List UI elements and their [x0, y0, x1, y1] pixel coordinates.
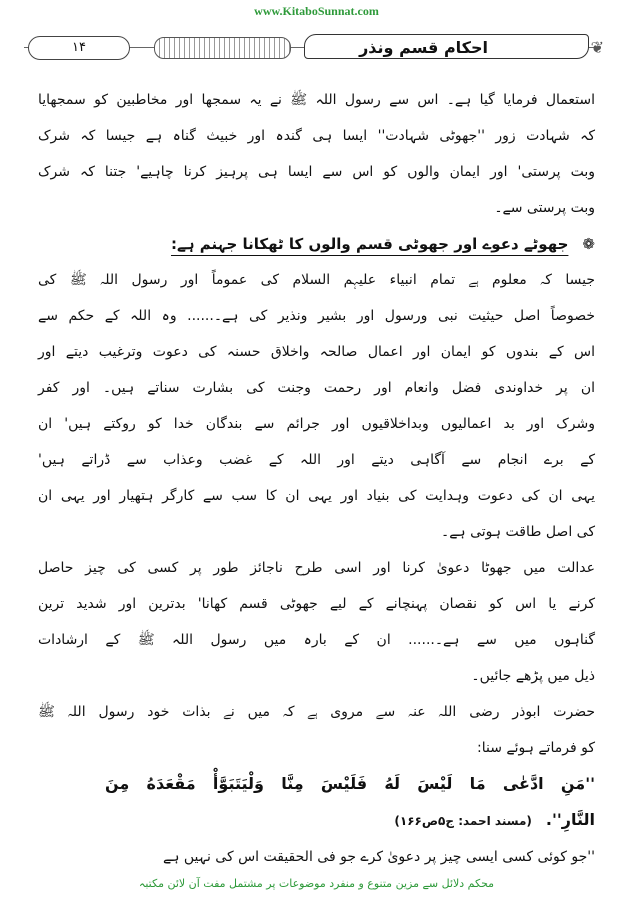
text-line: یہی ان کی دعوت وہدایت کی بنیاد اور یہی ان کا سب سے کارگر ہتھیار اور یہی ان — [38, 488, 595, 504]
text-line: اس کے بندوں کو ایمان اور اعمال صالحہ واخلاق حسنہ کی دعوت وترغیب دیتے اور — [38, 344, 595, 360]
page-header — [14, 34, 604, 62]
site-url: www.KitaboSunnat.com — [254, 4, 379, 18]
section-heading — [38, 226, 595, 262]
section-heading-text: جھوٹے دعوے اور جھوٹی قسم والوں کا ٹھکانا جہنم ہے: — [170, 235, 569, 253]
text-line: وشرک اور بد اعمالیوں وبداخلاقیوں اور جرائم سے بندگان خدا کو روکتے ہیں' ان — [38, 416, 595, 432]
text-line: استعمال فرمایا گیا ہے۔ اس سے رسول اللہ ﷺ نے یہ سمجھا اور مخاطبین کو سمجھایا — [38, 92, 595, 108]
text-line: ذیل میں پڑھے جائیں۔ — [471, 668, 595, 684]
page-number: ۱۴ — [28, 36, 130, 60]
text-line: وبت پرستی سے۔ — [494, 200, 595, 216]
ornament-icon — [154, 37, 291, 59]
text-line: کہ شہادت زور ''جھوٹی شہادت'' ایسا ہی گندہ اور خبیث گناہ ہے جیسا کہ شرک — [38, 128, 595, 144]
body-text — [38, 82, 595, 875]
text-line: خصوصاً اصل حیثیت نبی ورسول اور بشیر ونذیر کی ہے۔...... وہ اللہ کے حکم سے — [38, 308, 595, 324]
ornament-end-icon: ❦ — [590, 38, 604, 57]
hadith-reference: (مسند احمد: ج۵ص۱۶۶) — [394, 814, 532, 828]
footer-text: محکم دلائل سے مزین متنوع و منفرد موضوعات پر مشتمل مفت آن لائن مکتبہ — [138, 877, 495, 890]
hadith-arabic-end — [105, 802, 595, 839]
text-line: گناہوں میں سے ہے۔...... ان کے بارہ میں رسول اللہ ﷺ کے ارشادات — [38, 632, 595, 648]
text-line: وبت پرستی' اور ایمان والوں کو اس سے ایسا ہی پرہیز کرنا چاہیے' جتنا کہ شرک — [38, 164, 595, 180]
text-line: کرنے یا اس کو نقصان پہنچانے کے لیے جھوٹی قسم کھانا' بدترین اور شدید ترین — [38, 596, 595, 612]
text-line: عدالت میں جھوٹا دعویٰ کرنا اور اسی طرح ناجائز طور پر کسی کی چیز حاصل — [38, 560, 595, 576]
hadith-arabic-text: النَّارِ''. — [545, 810, 595, 829]
text-line: کو فرماتے ہوئے سنا: — [476, 740, 595, 756]
flower-bullet-icon: ❁ — [582, 235, 595, 253]
hadith-arabic: ''مَنِ ادَّعٰی مَا لَیْسَ لَهُ فَلَیْسَ مِنَّا وَلْیَتَبَوَّأْ مَقْعَدَهُ مِنَ — [105, 774, 595, 793]
text-line: کی اصل طاقت ہوتی ہے۔ — [441, 524, 595, 540]
text-line: ان پر خداوندی فضل وانعام اور رحمت وجنت کی بشارت سناتے ہیں۔ اور کفر — [38, 380, 595, 396]
text-line: جیسا کہ معلوم ہے تمام انبیاء علیہم السلام کی عموماً اور رسول اللہ ﷺ کی — [38, 272, 595, 288]
book-title: احکام قسم ونذر — [304, 34, 589, 59]
text-line: حضرت ابوذر رضی اللہ عنہ سے مروی ہے کہ میں نے بذات خود رسول اللہ ﷺ — [38, 704, 595, 720]
text-line: کے برے انجام سے آگاہی دیتے اور اللہ کے غضب وعذاب سے ڈراتے ہیں' — [38, 452, 595, 468]
translation-line: ''جو کوئی کسی ایسی چیز پر دعویٰ کرے جو فی الحقیقت اس کی نہیں ہے — [163, 849, 595, 865]
